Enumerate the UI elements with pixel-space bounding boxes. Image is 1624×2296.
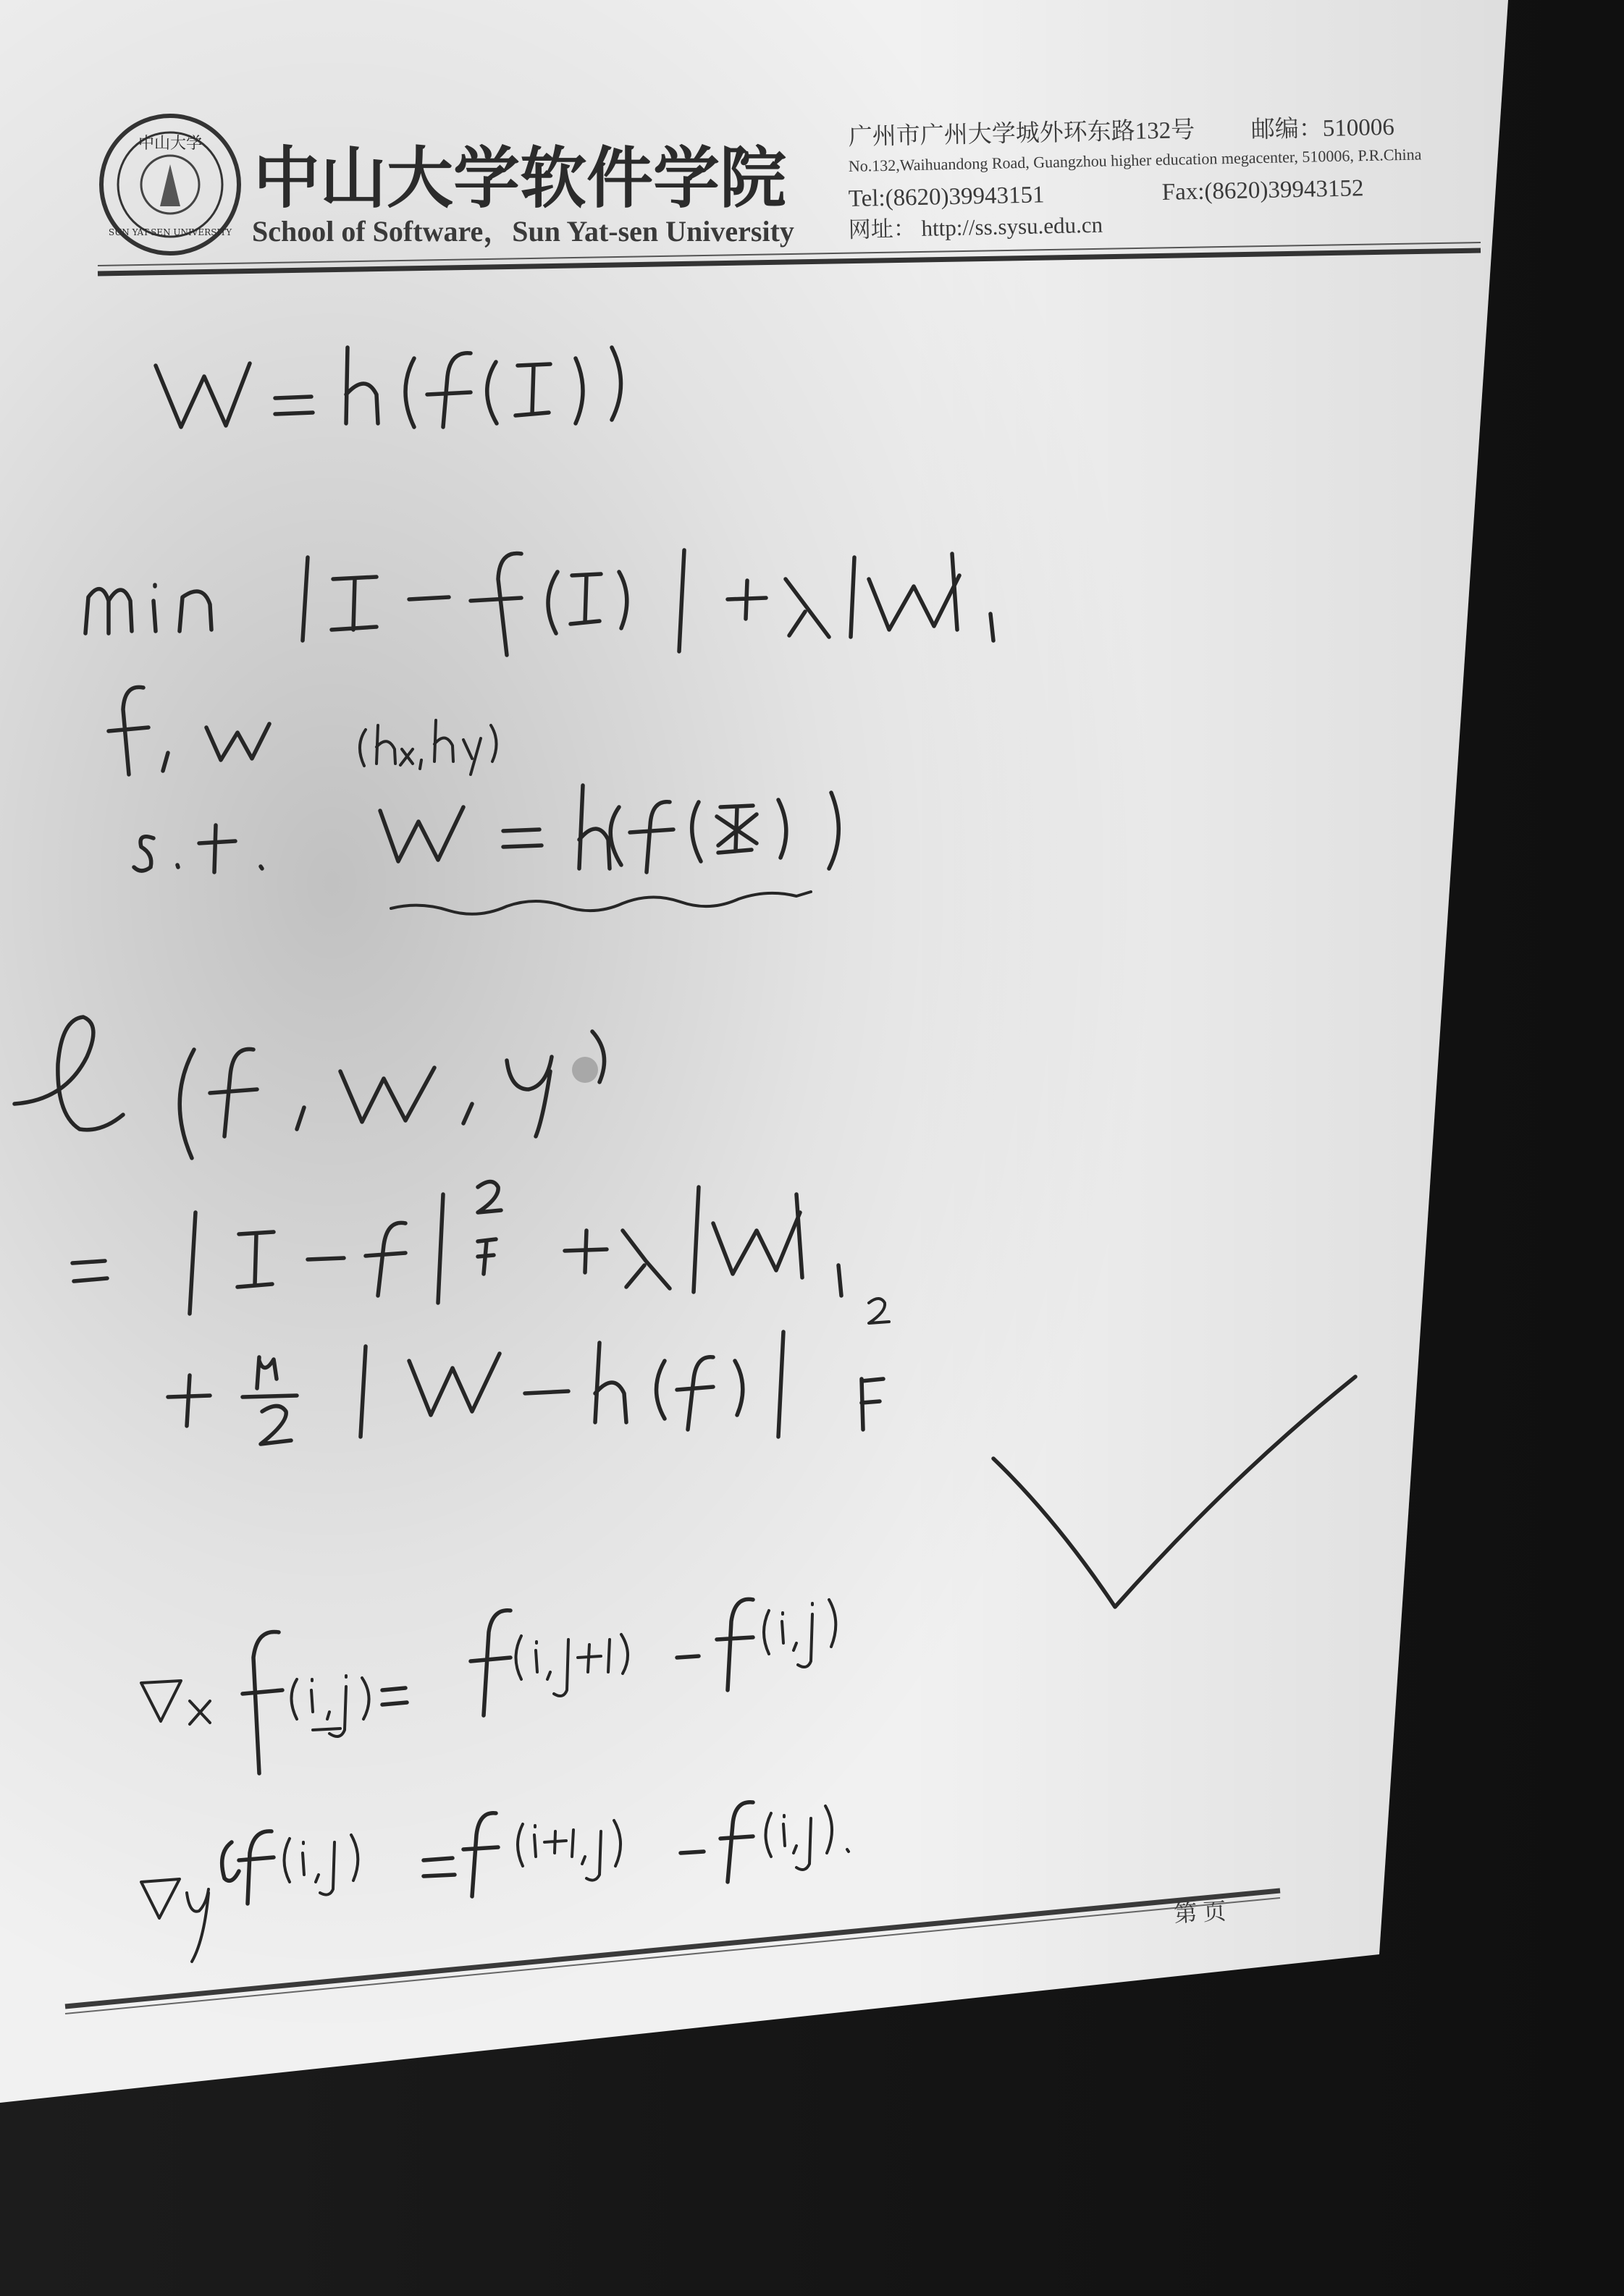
address-en: No.132,Waihuandong Road, Guangzhou higher education megacenter, 510006, P.R.China	[848, 145, 1422, 175]
address-cn: 广州市广州大学城外环东路132号	[848, 117, 1195, 151]
website: 网址： http://ss.sysu.edu.cn	[848, 211, 1103, 242]
paper-dot	[572, 1057, 598, 1083]
letterhead-title-cn: 中山大学软件学院	[253, 139, 787, 217]
fax: Fax:(8620)39943152	[1161, 175, 1364, 206]
hw-line-1	[0, 0, 1, 1]
postcode: 邮编：510006	[1250, 114, 1395, 143]
seal-text: 中山大学	[138, 135, 203, 153]
seal-ring-text: SUN YAT-SEN UNIVERSITY	[108, 227, 232, 237]
page-number-label: 第 页	[1173, 1898, 1227, 1927]
tel: Tel:(8620)39943151	[848, 182, 1045, 212]
letterhead-title-en: School of Software，Sun Yat-sen University	[252, 215, 794, 248]
